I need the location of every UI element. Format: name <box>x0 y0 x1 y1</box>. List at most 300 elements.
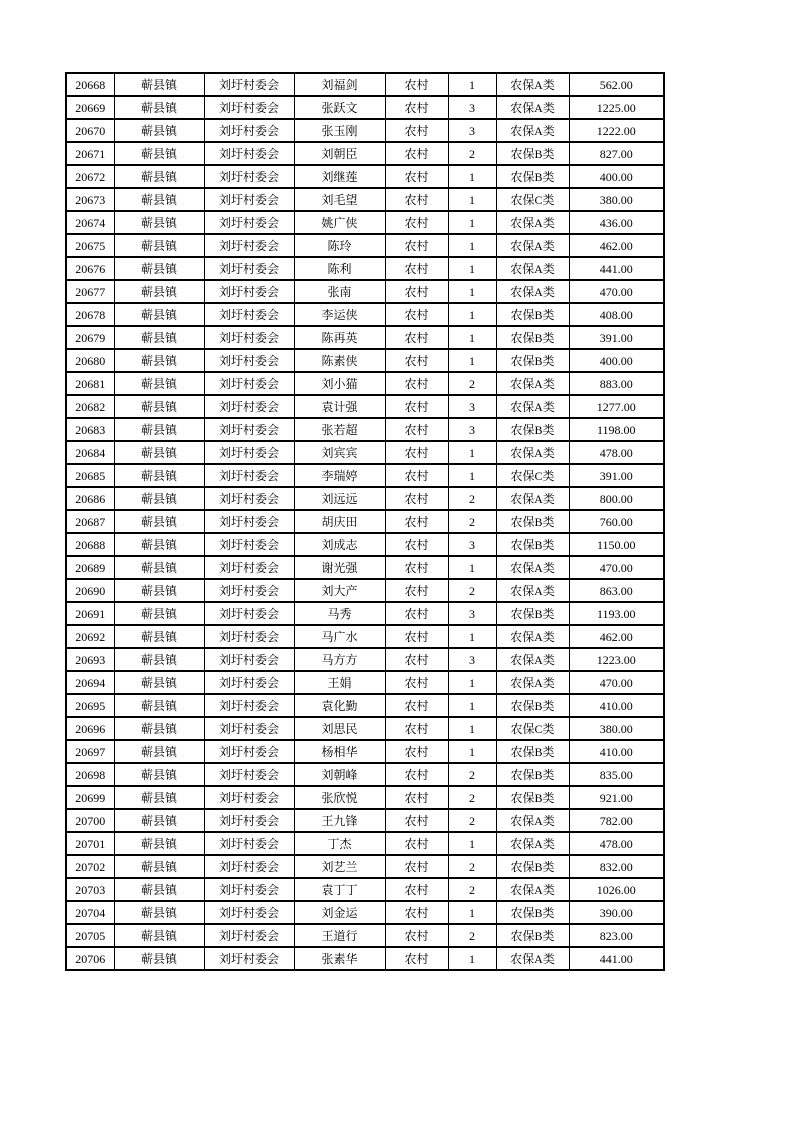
cell-name: 胡庆田 <box>294 510 385 533</box>
cell-count: 2 <box>448 510 496 533</box>
cell-category: 农村 <box>385 855 448 878</box>
cell-id: 20680 <box>66 349 114 372</box>
table-row <box>66 878 664 901</box>
cell-village: 刘圩村委会 <box>204 671 294 694</box>
table-row <box>66 395 664 418</box>
cell-village: 刘圩村委会 <box>204 257 294 280</box>
cell-name: 袁计强 <box>294 395 385 418</box>
table-row <box>66 280 664 303</box>
table-row <box>66 947 664 970</box>
cell-insurance-class: 农保A类 <box>496 280 569 303</box>
cell-count: 1 <box>448 303 496 326</box>
cell-amount: 408.00 <box>569 303 664 326</box>
cell-count: 1 <box>448 165 496 188</box>
cell-id: 20702 <box>66 855 114 878</box>
table-row <box>66 349 664 372</box>
cell-name: 刘宾宾 <box>294 441 385 464</box>
cell-town: 蕲县镇 <box>114 119 204 142</box>
cell-id: 20692 <box>66 625 114 648</box>
cell-insurance-class: 农保B类 <box>496 855 569 878</box>
cell-count: 1 <box>448 349 496 372</box>
cell-insurance-class: 农保A类 <box>496 809 569 832</box>
table-row <box>66 625 664 648</box>
cell-category: 农村 <box>385 924 448 947</box>
cell-category: 农村 <box>385 96 448 119</box>
cell-village: 刘圩村委会 <box>204 326 294 349</box>
table-row <box>66 188 664 211</box>
cell-id: 20700 <box>66 809 114 832</box>
table-body <box>66 73 664 970</box>
cell-name: 陈素侠 <box>294 349 385 372</box>
cell-id: 20690 <box>66 579 114 602</box>
table-row <box>66 809 664 832</box>
cell-village: 刘圩村委会 <box>204 602 294 625</box>
cell-amount: 380.00 <box>569 717 664 740</box>
cell-id: 20674 <box>66 211 114 234</box>
cell-category: 农村 <box>385 832 448 855</box>
cell-amount: 760.00 <box>569 510 664 533</box>
cell-id: 20691 <box>66 602 114 625</box>
table-row <box>66 211 664 234</box>
cell-village: 刘圩村委会 <box>204 510 294 533</box>
table-row <box>66 119 664 142</box>
cell-name: 刘远远 <box>294 487 385 510</box>
cell-town: 蕲县镇 <box>114 579 204 602</box>
cell-id: 20701 <box>66 832 114 855</box>
cell-town: 蕲县镇 <box>114 441 204 464</box>
cell-town: 蕲县镇 <box>114 96 204 119</box>
cell-id: 20678 <box>66 303 114 326</box>
table-row <box>66 464 664 487</box>
cell-insurance-class: 农保B类 <box>496 740 569 763</box>
cell-amount: 390.00 <box>569 901 664 924</box>
cell-village: 刘圩村委会 <box>204 533 294 556</box>
cell-category: 农村 <box>385 257 448 280</box>
cell-name: 王娟 <box>294 671 385 694</box>
cell-category: 农村 <box>385 625 448 648</box>
cell-village: 刘圩村委会 <box>204 786 294 809</box>
cell-name: 张玉刚 <box>294 119 385 142</box>
table-row <box>66 671 664 694</box>
cell-count: 1 <box>448 556 496 579</box>
cell-id: 20669 <box>66 96 114 119</box>
cell-name: 谢光强 <box>294 556 385 579</box>
cell-town: 蕲县镇 <box>114 234 204 257</box>
cell-town: 蕲县镇 <box>114 786 204 809</box>
cell-insurance-class: 农保A类 <box>496 671 569 694</box>
cell-category: 农村 <box>385 487 448 510</box>
cell-name: 马秀 <box>294 602 385 625</box>
cell-village: 刘圩村委会 <box>204 96 294 119</box>
cell-category: 农村 <box>385 533 448 556</box>
cell-count: 2 <box>448 487 496 510</box>
cell-name: 刘思民 <box>294 717 385 740</box>
cell-town: 蕲县镇 <box>114 901 204 924</box>
cell-name: 刘艺兰 <box>294 855 385 878</box>
cell-village: 刘圩村委会 <box>204 418 294 441</box>
cell-town: 蕲县镇 <box>114 533 204 556</box>
cell-name: 王九锋 <box>294 809 385 832</box>
cell-insurance-class: 农保B类 <box>496 510 569 533</box>
cell-village: 刘圩村委会 <box>204 280 294 303</box>
cell-name: 刘朝峰 <box>294 763 385 786</box>
cell-name: 刘小猫 <box>294 372 385 395</box>
cell-town: 蕲县镇 <box>114 924 204 947</box>
cell-insurance-class: 农保A类 <box>496 395 569 418</box>
cell-category: 农村 <box>385 579 448 602</box>
cell-name: 刘朝臣 <box>294 142 385 165</box>
cell-name: 刘毛望 <box>294 188 385 211</box>
cell-insurance-class: 农保A类 <box>496 441 569 464</box>
cell-amount: 1026.00 <box>569 878 664 901</box>
cell-id: 20670 <box>66 119 114 142</box>
cell-insurance-class: 农保B类 <box>496 349 569 372</box>
cell-count: 3 <box>448 418 496 441</box>
cell-name: 陈再英 <box>294 326 385 349</box>
cell-name: 张素华 <box>294 947 385 970</box>
cell-id: 20696 <box>66 717 114 740</box>
cell-town: 蕲县镇 <box>114 625 204 648</box>
cell-amount: 410.00 <box>569 740 664 763</box>
cell-id: 20686 <box>66 487 114 510</box>
cell-category: 农村 <box>385 510 448 533</box>
cell-name: 陈利 <box>294 257 385 280</box>
cell-count: 3 <box>448 602 496 625</box>
cell-amount: 1198.00 <box>569 418 664 441</box>
cell-insurance-class: 农保A类 <box>496 579 569 602</box>
cell-town: 蕲县镇 <box>114 142 204 165</box>
cell-amount: 1225.00 <box>569 96 664 119</box>
cell-town: 蕲县镇 <box>114 464 204 487</box>
cell-name: 丁杰 <box>294 832 385 855</box>
cell-amount: 1150.00 <box>569 533 664 556</box>
cell-village: 刘圩村委会 <box>204 142 294 165</box>
cell-count: 1 <box>448 257 496 280</box>
cell-town: 蕲县镇 <box>114 832 204 855</box>
cell-count: 1 <box>448 671 496 694</box>
cell-count: 1 <box>448 211 496 234</box>
cell-id: 20697 <box>66 740 114 763</box>
cell-town: 蕲县镇 <box>114 740 204 763</box>
cell-category: 农村 <box>385 671 448 694</box>
cell-village: 刘圩村委会 <box>204 556 294 579</box>
table-row <box>66 533 664 556</box>
cell-id: 20681 <box>66 372 114 395</box>
cell-id: 20698 <box>66 763 114 786</box>
cell-town: 蕲县镇 <box>114 73 204 96</box>
cell-name: 马方方 <box>294 648 385 671</box>
cell-town: 蕲县镇 <box>114 717 204 740</box>
cell-amount: 400.00 <box>569 349 664 372</box>
cell-category: 农村 <box>385 878 448 901</box>
cell-insurance-class: 农保A类 <box>496 648 569 671</box>
cell-village: 刘圩村委会 <box>204 809 294 832</box>
table-row <box>66 372 664 395</box>
cell-category: 农村 <box>385 464 448 487</box>
cell-amount: 400.00 <box>569 165 664 188</box>
cell-category: 农村 <box>385 648 448 671</box>
cell-count: 2 <box>448 372 496 395</box>
cell-insurance-class: 农保A类 <box>496 211 569 234</box>
cell-insurance-class: 农保B类 <box>496 142 569 165</box>
cell-id: 20671 <box>66 142 114 165</box>
cell-category: 农村 <box>385 395 448 418</box>
cell-id: 20699 <box>66 786 114 809</box>
cell-insurance-class: 农保A类 <box>496 372 569 395</box>
cell-count: 2 <box>448 763 496 786</box>
cell-category: 农村 <box>385 717 448 740</box>
cell-village: 刘圩村委会 <box>204 625 294 648</box>
cell-amount: 391.00 <box>569 326 664 349</box>
table-row <box>66 165 664 188</box>
cell-name: 李瑞婷 <box>294 464 385 487</box>
cell-village: 刘圩村委会 <box>204 303 294 326</box>
cell-name: 张若超 <box>294 418 385 441</box>
cell-id: 20688 <box>66 533 114 556</box>
table-row <box>66 648 664 671</box>
cell-town: 蕲县镇 <box>114 809 204 832</box>
cell-id: 20695 <box>66 694 114 717</box>
cell-amount: 470.00 <box>569 556 664 579</box>
cell-id: 20679 <box>66 326 114 349</box>
cell-count: 1 <box>448 464 496 487</box>
cell-amount: 921.00 <box>569 786 664 809</box>
cell-town: 蕲县镇 <box>114 165 204 188</box>
cell-insurance-class: 农保A类 <box>496 625 569 648</box>
cell-amount: 380.00 <box>569 188 664 211</box>
cell-village: 刘圩村委会 <box>204 395 294 418</box>
cell-village: 刘圩村委会 <box>204 855 294 878</box>
cell-insurance-class: 农保C类 <box>496 188 569 211</box>
cell-id: 20677 <box>66 280 114 303</box>
cell-category: 农村 <box>385 280 448 303</box>
cell-id: 20672 <box>66 165 114 188</box>
cell-amount: 462.00 <box>569 234 664 257</box>
table-row <box>66 303 664 326</box>
table-row <box>66 326 664 349</box>
cell-id: 20683 <box>66 418 114 441</box>
cell-id: 20676 <box>66 257 114 280</box>
cell-village: 刘圩村委会 <box>204 487 294 510</box>
cell-village: 刘圩村委会 <box>204 648 294 671</box>
cell-name: 刘金运 <box>294 901 385 924</box>
cell-category: 农村 <box>385 556 448 579</box>
cell-name: 马广水 <box>294 625 385 648</box>
cell-village: 刘圩村委会 <box>204 234 294 257</box>
cell-insurance-class: 农保B类 <box>496 533 569 556</box>
cell-town: 蕲县镇 <box>114 395 204 418</box>
cell-id: 20703 <box>66 878 114 901</box>
cell-insurance-class: 农保A类 <box>496 119 569 142</box>
cell-count: 1 <box>448 625 496 648</box>
cell-insurance-class: 农保B类 <box>496 694 569 717</box>
cell-id: 20694 <box>66 671 114 694</box>
cell-category: 农村 <box>385 234 448 257</box>
cell-village: 刘圩村委会 <box>204 924 294 947</box>
cell-village: 刘圩村委会 <box>204 464 294 487</box>
cell-name: 李运侠 <box>294 303 385 326</box>
cell-amount: 782.00 <box>569 809 664 832</box>
table-row <box>66 441 664 464</box>
cell-village: 刘圩村委会 <box>204 372 294 395</box>
cell-insurance-class: 农保A类 <box>496 556 569 579</box>
cell-town: 蕲县镇 <box>114 188 204 211</box>
cell-category: 农村 <box>385 947 448 970</box>
cell-insurance-class: 农保A类 <box>496 257 569 280</box>
table-row <box>66 73 664 96</box>
cell-town: 蕲县镇 <box>114 878 204 901</box>
cell-count: 1 <box>448 694 496 717</box>
table-row <box>66 763 664 786</box>
cell-town: 蕲县镇 <box>114 602 204 625</box>
cell-village: 刘圩村委会 <box>204 694 294 717</box>
cell-town: 蕲县镇 <box>114 326 204 349</box>
cell-town: 蕲县镇 <box>114 487 204 510</box>
cell-village: 刘圩村委会 <box>204 901 294 924</box>
cell-insurance-class: 农保B类 <box>496 418 569 441</box>
cell-count: 1 <box>448 326 496 349</box>
cell-amount: 827.00 <box>569 142 664 165</box>
cell-name: 刘福剑 <box>294 73 385 96</box>
cell-name: 袁丁丁 <box>294 878 385 901</box>
table-row <box>66 901 664 924</box>
cell-amount: 441.00 <box>569 947 664 970</box>
cell-category: 农村 <box>385 73 448 96</box>
cell-village: 刘圩村委会 <box>204 73 294 96</box>
table-row <box>66 717 664 740</box>
cell-category: 农村 <box>385 165 448 188</box>
cell-amount: 835.00 <box>569 763 664 786</box>
cell-count: 2 <box>448 809 496 832</box>
cell-category: 农村 <box>385 786 448 809</box>
cell-insurance-class: 农保A类 <box>496 832 569 855</box>
cell-town: 蕲县镇 <box>114 556 204 579</box>
cell-category: 农村 <box>385 119 448 142</box>
cell-id: 20673 <box>66 188 114 211</box>
cell-category: 农村 <box>385 809 448 832</box>
cell-amount: 478.00 <box>569 832 664 855</box>
cell-name: 张南 <box>294 280 385 303</box>
cell-count: 2 <box>448 924 496 947</box>
table-row <box>66 832 664 855</box>
cell-town: 蕲县镇 <box>114 211 204 234</box>
table-row <box>66 142 664 165</box>
cell-town: 蕲县镇 <box>114 280 204 303</box>
cell-amount: 436.00 <box>569 211 664 234</box>
table-row <box>66 924 664 947</box>
cell-category: 农村 <box>385 694 448 717</box>
cell-category: 农村 <box>385 142 448 165</box>
cell-village: 刘圩村委会 <box>204 740 294 763</box>
cell-town: 蕲县镇 <box>114 763 204 786</box>
cell-count: 3 <box>448 119 496 142</box>
cell-name: 杨相华 <box>294 740 385 763</box>
cell-amount: 832.00 <box>569 855 664 878</box>
cell-category: 农村 <box>385 188 448 211</box>
cell-insurance-class: 农保B类 <box>496 326 569 349</box>
cell-insurance-class: 农保A类 <box>496 73 569 96</box>
cell-category: 农村 <box>385 349 448 372</box>
cell-village: 刘圩村委会 <box>204 165 294 188</box>
benefits-table <box>65 72 665 971</box>
cell-count: 2 <box>448 878 496 901</box>
cell-amount: 1277.00 <box>569 395 664 418</box>
cell-name: 袁化勤 <box>294 694 385 717</box>
cell-village: 刘圩村委会 <box>204 832 294 855</box>
cell-count: 1 <box>448 832 496 855</box>
table-row <box>66 487 664 510</box>
cell-insurance-class: 农保B类 <box>496 924 569 947</box>
cell-town: 蕲县镇 <box>114 694 204 717</box>
cell-insurance-class: 农保B类 <box>496 901 569 924</box>
cell-insurance-class: 农保B类 <box>496 303 569 326</box>
cell-amount: 478.00 <box>569 441 664 464</box>
cell-insurance-class: 农保A类 <box>496 947 569 970</box>
cell-amount: 562.00 <box>569 73 664 96</box>
cell-town: 蕲县镇 <box>114 372 204 395</box>
cell-count: 1 <box>448 740 496 763</box>
table-row <box>66 257 664 280</box>
cell-name: 刘继莲 <box>294 165 385 188</box>
cell-name: 张跃文 <box>294 96 385 119</box>
cell-category: 农村 <box>385 418 448 441</box>
cell-count: 3 <box>448 395 496 418</box>
cell-count: 3 <box>448 648 496 671</box>
cell-amount: 470.00 <box>569 671 664 694</box>
table-row <box>66 855 664 878</box>
cell-name: 张欣悦 <box>294 786 385 809</box>
cell-village: 刘圩村委会 <box>204 119 294 142</box>
cell-town: 蕲县镇 <box>114 855 204 878</box>
cell-insurance-class: 农保B类 <box>496 763 569 786</box>
cell-town: 蕲县镇 <box>114 349 204 372</box>
cell-amount: 1223.00 <box>569 648 664 671</box>
cell-insurance-class: 农保B类 <box>496 786 569 809</box>
cell-category: 农村 <box>385 372 448 395</box>
cell-town: 蕲县镇 <box>114 648 204 671</box>
cell-town: 蕲县镇 <box>114 510 204 533</box>
table-row <box>66 234 664 257</box>
table-row <box>66 96 664 119</box>
cell-category: 农村 <box>385 326 448 349</box>
cell-town: 蕲县镇 <box>114 303 204 326</box>
cell-name: 王道行 <box>294 924 385 947</box>
cell-name: 陈玲 <box>294 234 385 257</box>
cell-village: 刘圩村委会 <box>204 878 294 901</box>
cell-amount: 863.00 <box>569 579 664 602</box>
cell-town: 蕲县镇 <box>114 947 204 970</box>
cell-count: 1 <box>448 901 496 924</box>
cell-id: 20684 <box>66 441 114 464</box>
cell-village: 刘圩村委会 <box>204 188 294 211</box>
cell-insurance-class: 农保A类 <box>496 878 569 901</box>
cell-category: 农村 <box>385 602 448 625</box>
cell-village: 刘圩村委会 <box>204 349 294 372</box>
cell-count: 1 <box>448 280 496 303</box>
cell-count: 1 <box>448 234 496 257</box>
cell-count: 1 <box>448 188 496 211</box>
cell-amount: 1193.00 <box>569 602 664 625</box>
cell-id: 20675 <box>66 234 114 257</box>
cell-category: 农村 <box>385 211 448 234</box>
table-row <box>66 694 664 717</box>
cell-village: 刘圩村委会 <box>204 947 294 970</box>
cell-amount: 441.00 <box>569 257 664 280</box>
cell-name: 姚广侠 <box>294 211 385 234</box>
cell-count: 3 <box>448 96 496 119</box>
cell-amount: 470.00 <box>569 280 664 303</box>
cell-town: 蕲县镇 <box>114 257 204 280</box>
